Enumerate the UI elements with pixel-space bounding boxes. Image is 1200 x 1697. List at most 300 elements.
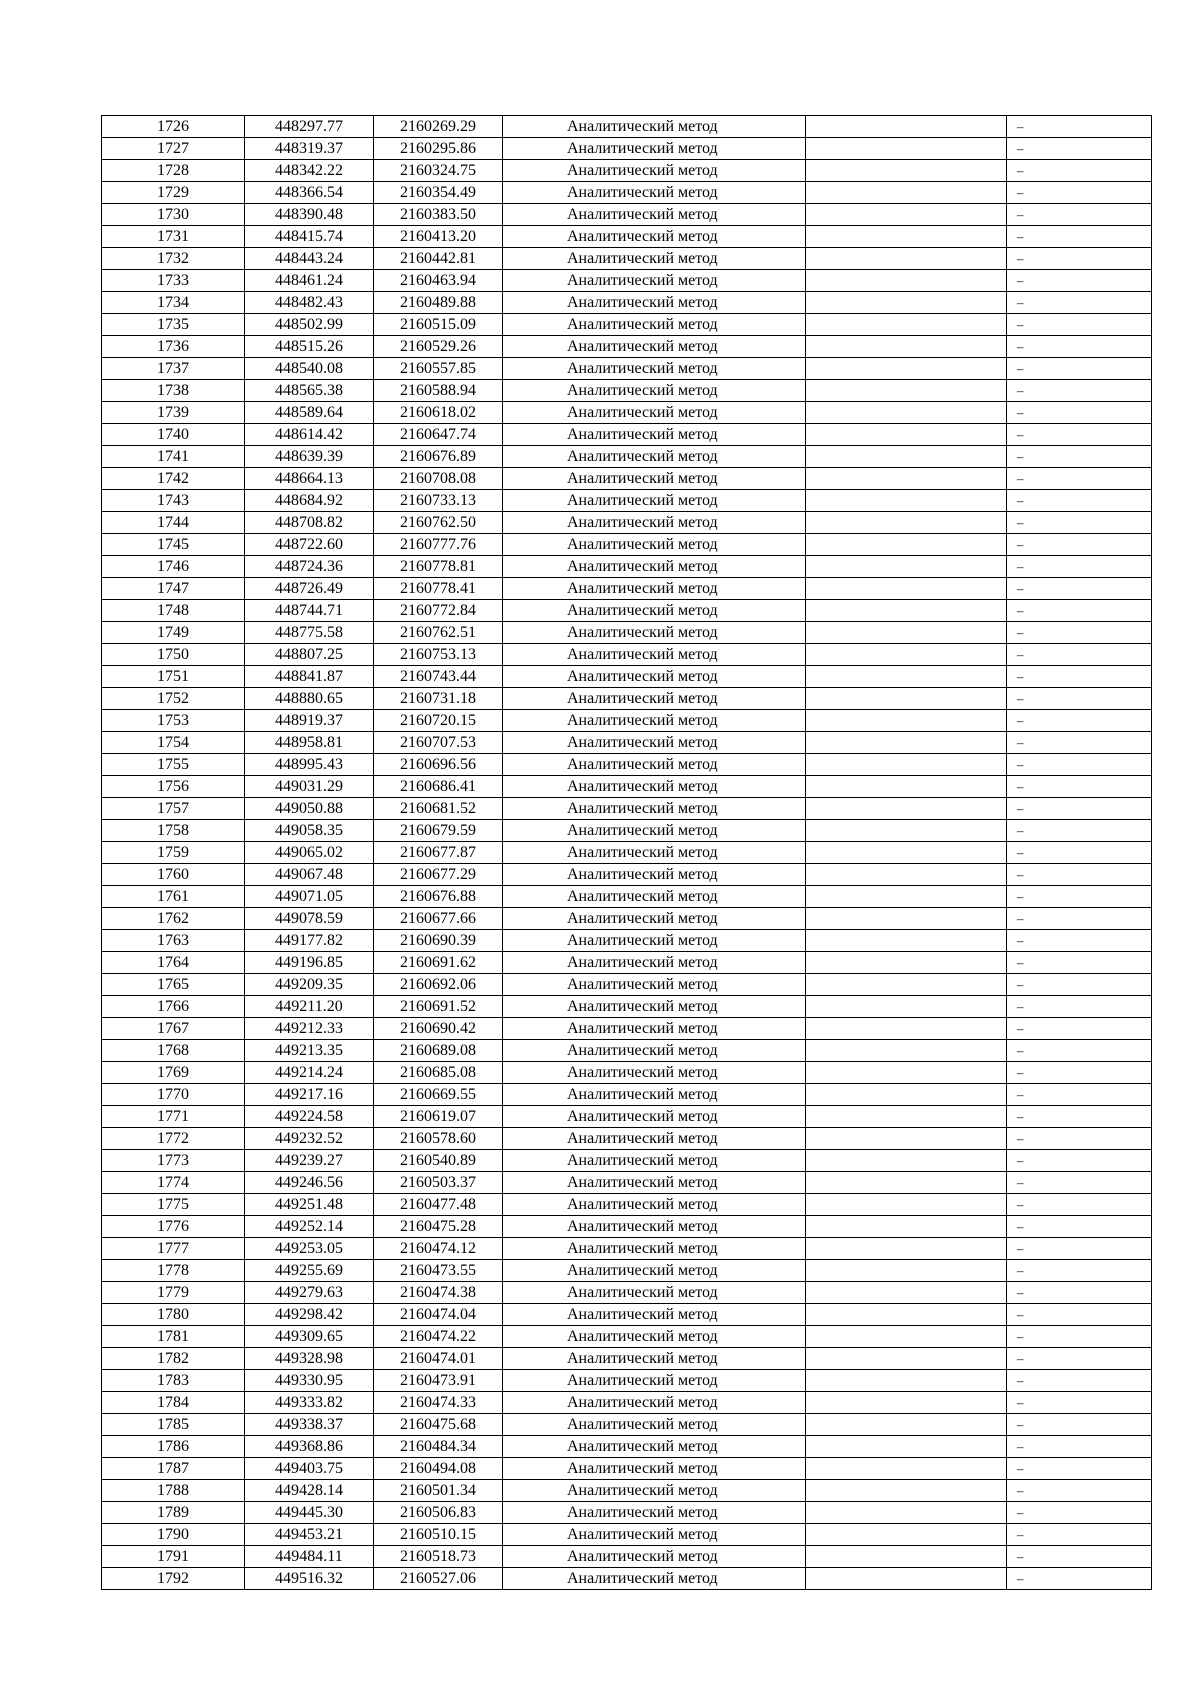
y-coordinate-cell: 2160681.52 (374, 798, 503, 820)
method-cell: Аналитический метод (503, 1414, 806, 1436)
y-coordinate-cell: 2160679.59 (374, 820, 503, 842)
accuracy-cell (806, 1370, 1007, 1392)
point-number-cell: 1737 (102, 358, 245, 380)
method-cell: Аналитический метод (503, 182, 806, 204)
table-row (102, 842, 1152, 864)
method-cell: Аналитический метод (503, 1370, 806, 1392)
x-coordinate-cell: 448415.74 (245, 226, 374, 248)
point-number-cell: 1730 (102, 204, 245, 226)
point-number-cell: 1770 (102, 1084, 245, 1106)
accuracy-cell (806, 1348, 1007, 1370)
table-row (102, 1480, 1152, 1502)
y-coordinate-cell: 2160588.94 (374, 380, 503, 402)
accuracy-cell (806, 1040, 1007, 1062)
table-row (102, 798, 1152, 820)
table-row (102, 204, 1152, 226)
x-coordinate-cell: 448319.37 (245, 138, 374, 160)
description-cell: – (1007, 930, 1152, 952)
method-cell: Аналитический метод (503, 732, 806, 754)
method-cell: Аналитический метод (503, 1524, 806, 1546)
table-row (102, 314, 1152, 336)
method-cell: Аналитический метод (503, 160, 806, 182)
description-cell: – (1007, 1260, 1152, 1282)
point-number-cell: 1767 (102, 1018, 245, 1040)
point-number-cell: 1789 (102, 1502, 245, 1524)
table-body (102, 116, 1152, 1590)
y-coordinate-cell: 2160503.37 (374, 1172, 503, 1194)
method-cell: Аналитический метод (503, 1568, 806, 1590)
description-cell: – (1007, 710, 1152, 732)
point-number-cell: 1752 (102, 688, 245, 710)
x-coordinate-cell: 449209.35 (245, 974, 374, 996)
y-coordinate-cell: 2160762.51 (374, 622, 503, 644)
accuracy-cell (806, 534, 1007, 556)
accuracy-cell (806, 1546, 1007, 1568)
accuracy-cell (806, 1128, 1007, 1150)
table-row (102, 1524, 1152, 1546)
accuracy-cell (806, 1106, 1007, 1128)
point-number-cell: 1759 (102, 842, 245, 864)
x-coordinate-cell: 449403.75 (245, 1458, 374, 1480)
x-coordinate-cell: 449217.16 (245, 1084, 374, 1106)
y-coordinate-cell: 2160720.15 (374, 710, 503, 732)
point-number-cell: 1736 (102, 336, 245, 358)
point-number-cell: 1751 (102, 666, 245, 688)
y-coordinate-cell: 2160690.39 (374, 930, 503, 952)
x-coordinate-cell: 448565.38 (245, 380, 374, 402)
point-number-cell: 1790 (102, 1524, 245, 1546)
description-cell: – (1007, 798, 1152, 820)
y-coordinate-cell: 2160707.53 (374, 732, 503, 754)
accuracy-cell (806, 1172, 1007, 1194)
accuracy-cell (806, 314, 1007, 336)
description-cell: – (1007, 292, 1152, 314)
point-number-cell: 1754 (102, 732, 245, 754)
method-cell: Аналитический метод (503, 842, 806, 864)
table-row (102, 754, 1152, 776)
method-cell: Аналитический метод (503, 1040, 806, 1062)
description-cell: – (1007, 1106, 1152, 1128)
point-number-cell: 1748 (102, 600, 245, 622)
description-cell: – (1007, 820, 1152, 842)
description-cell: – (1007, 1282, 1152, 1304)
description-cell: – (1007, 754, 1152, 776)
y-coordinate-cell: 2160677.29 (374, 864, 503, 886)
point-number-cell: 1733 (102, 270, 245, 292)
y-coordinate-cell: 2160484.34 (374, 1436, 503, 1458)
point-number-cell: 1729 (102, 182, 245, 204)
y-coordinate-cell: 2160474.04 (374, 1304, 503, 1326)
accuracy-cell (806, 424, 1007, 446)
method-cell: Аналитический метод (503, 1348, 806, 1370)
point-number-cell: 1781 (102, 1326, 245, 1348)
x-coordinate-cell: 448540.08 (245, 358, 374, 380)
table-row (102, 292, 1152, 314)
table-row (102, 1172, 1152, 1194)
description-cell: – (1007, 952, 1152, 974)
point-number-cell: 1728 (102, 160, 245, 182)
table-row (102, 1282, 1152, 1304)
accuracy-cell (806, 1084, 1007, 1106)
point-number-cell: 1778 (102, 1260, 245, 1282)
accuracy-cell (806, 754, 1007, 776)
method-cell: Аналитический метод (503, 1546, 806, 1568)
method-cell: Аналитический метод (503, 336, 806, 358)
method-cell: Аналитический метод (503, 1392, 806, 1414)
description-cell: – (1007, 864, 1152, 886)
point-number-cell: 1791 (102, 1546, 245, 1568)
y-coordinate-cell: 2160383.50 (374, 204, 503, 226)
accuracy-cell (806, 490, 1007, 512)
y-coordinate-cell: 2160676.89 (374, 446, 503, 468)
table-row (102, 182, 1152, 204)
method-cell: Аналитический метод (503, 138, 806, 160)
y-coordinate-cell: 2160557.85 (374, 358, 503, 380)
accuracy-cell (806, 402, 1007, 424)
point-number-cell: 1746 (102, 556, 245, 578)
table-row (102, 556, 1152, 578)
accuracy-cell (806, 798, 1007, 820)
table-row (102, 1260, 1152, 1282)
description-cell: – (1007, 1172, 1152, 1194)
table-row (102, 424, 1152, 446)
method-cell: Аналитический метод (503, 1238, 806, 1260)
y-coordinate-cell: 2160474.38 (374, 1282, 503, 1304)
table-row (102, 1238, 1152, 1260)
x-coordinate-cell: 448390.48 (245, 204, 374, 226)
accuracy-cell (806, 116, 1007, 138)
y-coordinate-cell: 2160474.01 (374, 1348, 503, 1370)
table-row (102, 1326, 1152, 1348)
y-coordinate-cell: 2160463.94 (374, 270, 503, 292)
description-cell: – (1007, 270, 1152, 292)
point-number-cell: 1780 (102, 1304, 245, 1326)
description-cell: – (1007, 248, 1152, 270)
accuracy-cell (806, 292, 1007, 314)
method-cell: Аналитический метод (503, 1062, 806, 1084)
accuracy-cell (806, 886, 1007, 908)
description-cell: – (1007, 578, 1152, 600)
table-row (102, 1546, 1152, 1568)
method-cell: Аналитический метод (503, 534, 806, 556)
x-coordinate-cell: 449330.95 (245, 1370, 374, 1392)
table-row (102, 644, 1152, 666)
method-cell: Аналитический метод (503, 644, 806, 666)
x-coordinate-cell: 449196.85 (245, 952, 374, 974)
accuracy-cell (806, 666, 1007, 688)
y-coordinate-cell: 2160354.49 (374, 182, 503, 204)
x-coordinate-cell: 449213.35 (245, 1040, 374, 1062)
accuracy-cell (806, 226, 1007, 248)
accuracy-cell (806, 600, 1007, 622)
y-coordinate-cell: 2160489.88 (374, 292, 503, 314)
point-number-cell: 1753 (102, 710, 245, 732)
point-number-cell: 1740 (102, 424, 245, 446)
accuracy-cell (806, 1216, 1007, 1238)
method-cell: Аналитический метод (503, 864, 806, 886)
point-number-cell: 1744 (102, 512, 245, 534)
table-row (102, 534, 1152, 556)
method-cell: Аналитический метод (503, 380, 806, 402)
table-row (102, 952, 1152, 974)
accuracy-cell (806, 1480, 1007, 1502)
table-row (102, 996, 1152, 1018)
point-number-cell: 1777 (102, 1238, 245, 1260)
y-coordinate-cell: 2160518.73 (374, 1546, 503, 1568)
x-coordinate-cell: 449067.48 (245, 864, 374, 886)
table-row (102, 1194, 1152, 1216)
x-coordinate-cell: 448639.39 (245, 446, 374, 468)
x-coordinate-cell: 449338.37 (245, 1414, 374, 1436)
accuracy-cell (806, 864, 1007, 886)
x-coordinate-cell: 449071.05 (245, 886, 374, 908)
y-coordinate-cell: 2160685.08 (374, 1062, 503, 1084)
y-coordinate-cell: 2160772.84 (374, 600, 503, 622)
y-coordinate-cell: 2160494.08 (374, 1458, 503, 1480)
method-cell: Аналитический метод (503, 1128, 806, 1150)
point-number-cell: 1762 (102, 908, 245, 930)
point-number-cell: 1788 (102, 1480, 245, 1502)
point-number-cell: 1741 (102, 446, 245, 468)
method-cell: Аналитический метод (503, 754, 806, 776)
x-coordinate-cell: 448515.26 (245, 336, 374, 358)
method-cell: Аналитический метод (503, 116, 806, 138)
x-coordinate-cell: 448342.22 (245, 160, 374, 182)
description-cell: – (1007, 556, 1152, 578)
accuracy-cell (806, 776, 1007, 798)
x-coordinate-cell: 449251.48 (245, 1194, 374, 1216)
accuracy-cell (806, 204, 1007, 226)
point-number-cell: 1773 (102, 1150, 245, 1172)
x-coordinate-cell: 449212.33 (245, 1018, 374, 1040)
x-coordinate-cell: 448841.87 (245, 666, 374, 688)
accuracy-cell (806, 1414, 1007, 1436)
y-coordinate-cell: 2160743.44 (374, 666, 503, 688)
method-cell: Аналитический метод (503, 952, 806, 974)
table-row (102, 1458, 1152, 1480)
x-coordinate-cell: 448366.54 (245, 182, 374, 204)
y-coordinate-cell: 2160515.09 (374, 314, 503, 336)
method-cell: Аналитический метод (503, 578, 806, 600)
table-row (102, 1502, 1152, 1524)
description-cell: – (1007, 1546, 1152, 1568)
x-coordinate-cell: 449516.32 (245, 1568, 374, 1590)
x-coordinate-cell: 449065.02 (245, 842, 374, 864)
x-coordinate-cell: 449031.29 (245, 776, 374, 798)
table-row (102, 1062, 1152, 1084)
table-row (102, 710, 1152, 732)
description-cell: – (1007, 512, 1152, 534)
table-row (102, 116, 1152, 138)
accuracy-cell (806, 1150, 1007, 1172)
method-cell: Аналитический метод (503, 886, 806, 908)
table-row (102, 512, 1152, 534)
table-row (102, 248, 1152, 270)
y-coordinate-cell: 2160510.15 (374, 1524, 503, 1546)
x-coordinate-cell: 449328.98 (245, 1348, 374, 1370)
description-cell: – (1007, 1392, 1152, 1414)
table-row (102, 622, 1152, 644)
table-row (102, 402, 1152, 424)
y-coordinate-cell: 2160475.28 (374, 1216, 503, 1238)
method-cell: Аналитический метод (503, 930, 806, 952)
table-row (102, 160, 1152, 182)
description-cell: – (1007, 1128, 1152, 1150)
table-row (102, 1216, 1152, 1238)
accuracy-cell (806, 688, 1007, 710)
table-row (102, 820, 1152, 842)
description-cell: – (1007, 314, 1152, 336)
x-coordinate-cell: 449445.30 (245, 1502, 374, 1524)
method-cell: Аналитический метод (503, 1304, 806, 1326)
x-coordinate-cell: 448880.65 (245, 688, 374, 710)
accuracy-cell (806, 996, 1007, 1018)
accuracy-cell (806, 556, 1007, 578)
point-number-cell: 1774 (102, 1172, 245, 1194)
method-cell: Аналитический метод (503, 468, 806, 490)
method-cell: Аналитический метод (503, 1018, 806, 1040)
x-coordinate-cell: 449224.58 (245, 1106, 374, 1128)
point-number-cell: 1738 (102, 380, 245, 402)
description-cell: – (1007, 402, 1152, 424)
accuracy-cell (806, 1260, 1007, 1282)
x-coordinate-cell: 448461.24 (245, 270, 374, 292)
description-cell: – (1007, 1370, 1152, 1392)
description-cell: – (1007, 1480, 1152, 1502)
description-cell: – (1007, 358, 1152, 380)
x-coordinate-cell: 448744.71 (245, 600, 374, 622)
y-coordinate-cell: 2160475.68 (374, 1414, 503, 1436)
accuracy-cell (806, 1458, 1007, 1480)
description-cell: – (1007, 688, 1152, 710)
description-cell: – (1007, 160, 1152, 182)
method-cell: Аналитический метод (503, 688, 806, 710)
method-cell: Аналитический метод (503, 512, 806, 534)
y-coordinate-cell: 2160473.91 (374, 1370, 503, 1392)
accuracy-cell (806, 908, 1007, 930)
x-coordinate-cell: 448726.49 (245, 578, 374, 600)
x-coordinate-cell: 448775.58 (245, 622, 374, 644)
table-row (102, 1414, 1152, 1436)
point-number-cell: 1749 (102, 622, 245, 644)
point-number-cell: 1765 (102, 974, 245, 996)
x-coordinate-cell: 448684.92 (245, 490, 374, 512)
accuracy-cell (806, 1194, 1007, 1216)
x-coordinate-cell: 449453.21 (245, 1524, 374, 1546)
method-cell: Аналитический метод (503, 358, 806, 380)
accuracy-cell (806, 1524, 1007, 1546)
y-coordinate-cell: 2160778.81 (374, 556, 503, 578)
x-coordinate-cell: 449211.20 (245, 996, 374, 1018)
method-cell: Аналитический метод (503, 1480, 806, 1502)
x-coordinate-cell: 449333.82 (245, 1392, 374, 1414)
y-coordinate-cell: 2160690.42 (374, 1018, 503, 1040)
description-cell: – (1007, 116, 1152, 138)
accuracy-cell (806, 952, 1007, 974)
accuracy-cell (806, 160, 1007, 182)
point-number-cell: 1739 (102, 402, 245, 424)
x-coordinate-cell: 449232.52 (245, 1128, 374, 1150)
point-number-cell: 1757 (102, 798, 245, 820)
y-coordinate-cell: 2160778.41 (374, 578, 503, 600)
y-coordinate-cell: 2160540.89 (374, 1150, 503, 1172)
method-cell: Аналитический метод (503, 974, 806, 996)
y-coordinate-cell: 2160762.50 (374, 512, 503, 534)
method-cell: Аналитический метод (503, 1194, 806, 1216)
description-cell: – (1007, 424, 1152, 446)
x-coordinate-cell: 449252.14 (245, 1216, 374, 1238)
method-cell: Аналитический метод (503, 1216, 806, 1238)
y-coordinate-cell: 2160691.52 (374, 996, 503, 1018)
accuracy-cell (806, 512, 1007, 534)
table-row (102, 1304, 1152, 1326)
method-cell: Аналитический метод (503, 292, 806, 314)
y-coordinate-cell: 2160677.87 (374, 842, 503, 864)
accuracy-cell (806, 1502, 1007, 1524)
table-row (102, 886, 1152, 908)
table-row (102, 732, 1152, 754)
accuracy-cell (806, 710, 1007, 732)
x-coordinate-cell: 449058.35 (245, 820, 374, 842)
y-coordinate-cell: 2160474.12 (374, 1238, 503, 1260)
y-coordinate-cell: 2160324.75 (374, 160, 503, 182)
table-row (102, 1084, 1152, 1106)
method-cell: Аналитический метод (503, 490, 806, 512)
point-number-cell: 1787 (102, 1458, 245, 1480)
table-row (102, 666, 1152, 688)
accuracy-cell (806, 336, 1007, 358)
y-coordinate-cell: 2160676.88 (374, 886, 503, 908)
method-cell: Аналитический метод (503, 1326, 806, 1348)
table-row (102, 380, 1152, 402)
accuracy-cell (806, 622, 1007, 644)
accuracy-cell (806, 578, 1007, 600)
y-coordinate-cell: 2160777.76 (374, 534, 503, 556)
method-cell: Аналитический метод (503, 1458, 806, 1480)
accuracy-cell (806, 358, 1007, 380)
table-row (102, 226, 1152, 248)
x-coordinate-cell: 449484.11 (245, 1546, 374, 1568)
method-cell: Аналитический метод (503, 622, 806, 644)
table-row (102, 336, 1152, 358)
table-row (102, 490, 1152, 512)
table-row (102, 1392, 1152, 1414)
description-cell: – (1007, 842, 1152, 864)
y-coordinate-cell: 2160696.56 (374, 754, 503, 776)
x-coordinate-cell: 448614.42 (245, 424, 374, 446)
y-coordinate-cell: 2160295.86 (374, 138, 503, 160)
point-number-cell: 1766 (102, 996, 245, 1018)
description-cell: – (1007, 336, 1152, 358)
y-coordinate-cell: 2160442.81 (374, 248, 503, 270)
x-coordinate-cell: 448664.13 (245, 468, 374, 490)
description-cell: – (1007, 1062, 1152, 1084)
description-cell: – (1007, 1458, 1152, 1480)
method-cell: Аналитический метод (503, 556, 806, 578)
point-number-cell: 1768 (102, 1040, 245, 1062)
description-cell: – (1007, 732, 1152, 754)
y-coordinate-cell: 2160669.55 (374, 1084, 503, 1106)
method-cell: Аналитический метод (503, 996, 806, 1018)
table-row (102, 688, 1152, 710)
point-number-cell: 1727 (102, 138, 245, 160)
description-cell: – (1007, 226, 1152, 248)
y-coordinate-cell: 2160753.13 (374, 644, 503, 666)
method-cell: Аналитический метод (503, 1150, 806, 1172)
x-coordinate-cell: 449177.82 (245, 930, 374, 952)
y-coordinate-cell: 2160691.62 (374, 952, 503, 974)
table-row (102, 600, 1152, 622)
